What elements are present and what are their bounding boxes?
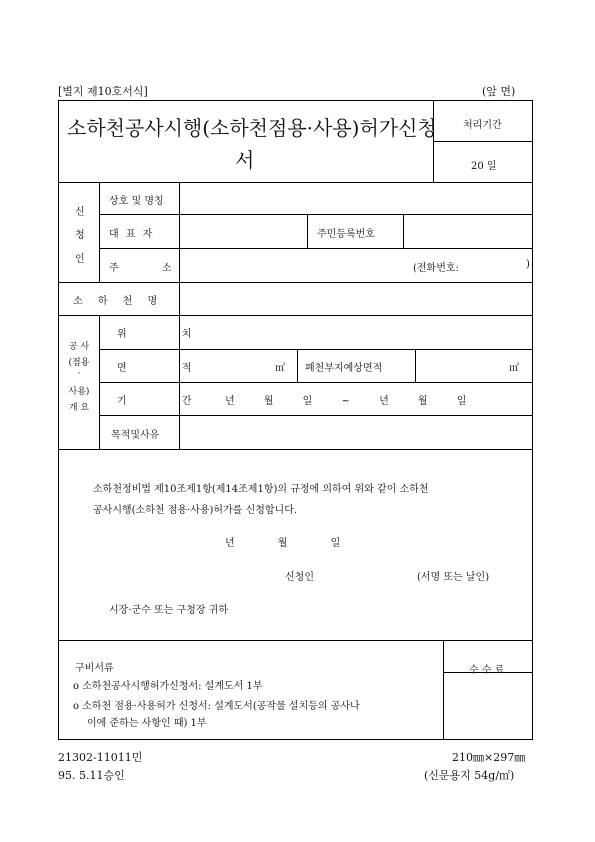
closed-river-area-label: 폐천부지예상면적 (305, 363, 383, 374)
statement-line2: 공사시행(소하천 점용·사용)허가를 신청합니다. (93, 505, 298, 516)
phone-label: (전화번호: (413, 263, 459, 274)
rule (403, 214, 404, 248)
form-number: [별지 제10호서식] (58, 85, 148, 98)
location-label: 위 치 (117, 329, 192, 340)
overview-section-line: (점용 (68, 358, 90, 368)
river-name-label: 소 하 천 명 (73, 296, 158, 307)
rule (433, 141, 533, 142)
rule (99, 415, 533, 416)
addressee: 시장·군수 또는 구청장 귀하 (109, 605, 228, 616)
address-label: 주 소 (109, 263, 172, 274)
area-unit: ㎡ (275, 363, 285, 374)
processing-period-value: 20 일 (471, 161, 497, 172)
rule (99, 214, 533, 215)
rule (297, 349, 298, 382)
paper-spec: (신문용지 54g/㎡) (424, 769, 515, 782)
closed-area-unit: ㎡ (509, 363, 519, 374)
representative-label: 대 표 자 (109, 229, 155, 240)
sign-or-seal-note: (서명 또는 날인) (417, 572, 490, 583)
overview-section-line: 공 사 (68, 342, 90, 352)
form-title-line2: 서 (235, 148, 255, 172)
page-side: (앞 면) (482, 85, 516, 98)
area-label: 면 적 (117, 363, 192, 374)
rule (307, 214, 308, 248)
overview-section-line: · (77, 369, 81, 379)
rule (99, 382, 533, 383)
applicant-section-char: 인 (75, 254, 85, 265)
applicant-signature-label: 신청인 (285, 572, 314, 583)
rule (59, 315, 533, 316)
fee-label: 수 수 료 (469, 665, 505, 676)
rule (179, 282, 180, 315)
paper-size: 210㎜×297㎜ (452, 751, 526, 764)
rule (59, 182, 533, 183)
statement-date: 년 월 일 (225, 538, 341, 549)
rule (59, 640, 533, 641)
statement-line1: 소하천정비법 제10조제1항(제14조제1항)의 규정에 의하여 위와 같이 소하천 (93, 484, 429, 495)
applicant-section-char: 신 (75, 207, 85, 218)
processing-period-label: 처리기간 (463, 120, 502, 131)
form-title-line1: 소하천공사시행(소하천점용·사용)허가신청 (67, 116, 437, 140)
rule (443, 640, 444, 740)
rule (99, 315, 100, 449)
rule (415, 349, 416, 382)
application-form (58, 100, 533, 740)
rule (99, 182, 100, 282)
rule (179, 182, 180, 282)
required-document-item: o 소하천공사시행허가신청서: 설계도서 1부 (73, 681, 263, 692)
company-name-label: 상호 및 명칭 (109, 196, 164, 207)
period-value: 년 월 일 ~ 년 월 일 (225, 396, 467, 407)
approval-date: 95. 5.11승인 (58, 769, 125, 782)
overview-section-line: 사용) (68, 387, 90, 397)
required-document-item: o 소하천 점용·사용허가 신청서: 설계도서(공작물 설치등의 공사나 (73, 701, 360, 712)
rule (59, 449, 533, 450)
phone-close: ) (526, 259, 530, 270)
purpose-label: 목적및사유 (111, 430, 160, 441)
period-label: 기 간 (117, 396, 192, 407)
rule (99, 248, 533, 249)
required-documents-title: 구비서류 (75, 663, 114, 674)
applicant-section-char: 청 (75, 230, 85, 241)
rule (99, 349, 533, 350)
overview-section-line: 개 요 (68, 403, 90, 413)
rule (59, 282, 533, 283)
required-document-item-cont: 이에 준하는 사항인 때) 1부 (87, 718, 207, 729)
form-code: 21302-11011민 (58, 751, 143, 764)
resident-number-label: 주민등록번호 (317, 229, 375, 240)
